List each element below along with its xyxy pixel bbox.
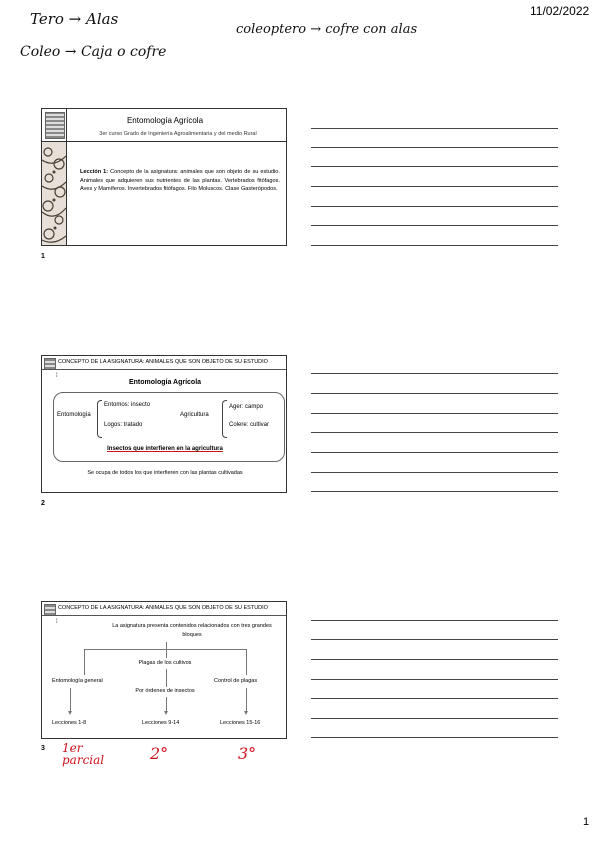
slide-1-number: 1 bbox=[41, 253, 45, 260]
handwritten-parcial-2: 2° bbox=[150, 744, 169, 763]
slide-2: CONCEPTO DE LA ASIGNATURA: ANIMALES QUE SON OBJETO DE SU ESTUDIO ⁞ Entomología Agrícola Entomología Entomos: insecto Logos: tratado Agricultura Ager: campo Colere: cultivar Insectos que interfieren en la agricultura Se ocupa de todos los que interfieren con las plantas cultivadas bbox=[41, 355, 287, 493]
handwritten-parcial-1: 1er parcial bbox=[62, 741, 105, 767]
handwritten-note-3: coleoptero → cofre con alas bbox=[236, 22, 418, 37]
slide-2-number: 2 bbox=[41, 500, 45, 507]
control-plagas-label: Control de plagas bbox=[214, 678, 258, 684]
handwritten-note-2: Coleo → Caja o cofre bbox=[20, 44, 167, 60]
ager-label: Ager: campo bbox=[229, 404, 264, 410]
page-number: 1 bbox=[583, 816, 590, 828]
agricultura-label: Agricultura bbox=[180, 412, 209, 418]
entomologia-label: Entomología bbox=[57, 412, 91, 418]
ordenes-label: Por órdenes de insectos bbox=[135, 688, 195, 694]
slide-1-lesson bbox=[80, 168, 280, 194]
slide-3: CONCEPTO DE LA ASIGNATURA: ANIMALES QUE SON OBJETO DE SU ESTUDIO ⁞ La asignatura presenta contenidos relacionados con tres grandes bloques Plagas de los cultivos Entomología general Por órdenes de insectos Control de plagas Lecciones 1-8 Lecciones 9-14 Lecciones 15-16 bbox=[41, 601, 287, 739]
colere-label: Colere: cultivar bbox=[229, 422, 270, 428]
lesson-label: Lección 1: bbox=[80, 169, 109, 175]
slide-1 bbox=[41, 108, 287, 246]
slide-2-title: Entomología Agrícola bbox=[128, 379, 202, 386]
slide-1-subtitle: 3er curso Grado de Ingeniería Agroalimentaria y del medio Rural bbox=[99, 131, 257, 137]
logos-label: Logos: tratado bbox=[104, 422, 143, 428]
handwritten-parcial-3: 3° bbox=[238, 744, 257, 763]
right-brace bbox=[222, 400, 227, 438]
left-brace bbox=[97, 400, 102, 438]
slide-2-header: CONCEPTO DE LA ASIGNATURA: ANIMALES QUE SON OBJETO DE SU ESTUDIO bbox=[58, 359, 268, 365]
slide-3-number: 3 bbox=[41, 745, 45, 752]
lecciones-3: Lecciones 15-16 bbox=[220, 720, 261, 726]
date: 11/02/2022 bbox=[530, 4, 590, 18]
handwritten-note-1: Tero → Alas bbox=[30, 10, 119, 28]
plagas-label: Plagas de los cultivos bbox=[138, 660, 192, 666]
lesson-text: Concepto de la asignatura: animales que son objeto de su estudio. Animales que adquieren sus nutrientes de las plantas. Vertebrados fitófagos. Aves y Mamíferos. Invertebrados fitófagos. Filo Moluscos. Clase Gasterópodos. bbox=[80, 169, 280, 193]
entomos-label: Entomos: insecto bbox=[104, 402, 151, 408]
insectos-label: Insectos que interfieren en la agricultura bbox=[107, 446, 223, 452]
floral-pattern-image bbox=[42, 142, 66, 246]
slide-2-footer: Se ocupa de todos los que interfieren con las plantas cultivadas bbox=[87, 470, 243, 476]
slide-1-title: Entomología Agrícola bbox=[126, 116, 204, 125]
entomologia-general-label: Entomología general bbox=[52, 678, 103, 684]
lecciones-1: Lecciones 1-8 bbox=[52, 720, 87, 726]
lecciones-2: Lecciones 9-14 bbox=[142, 720, 180, 726]
slide-3-intro: La asignatura presenta contenidos relacionados con tres grandes bloques bbox=[112, 623, 272, 638]
slide-3-header: CONCEPTO DE LA ASIGNATURA: ANIMALES QUE SON OBJETO DE SU ESTUDIO bbox=[58, 605, 268, 611]
